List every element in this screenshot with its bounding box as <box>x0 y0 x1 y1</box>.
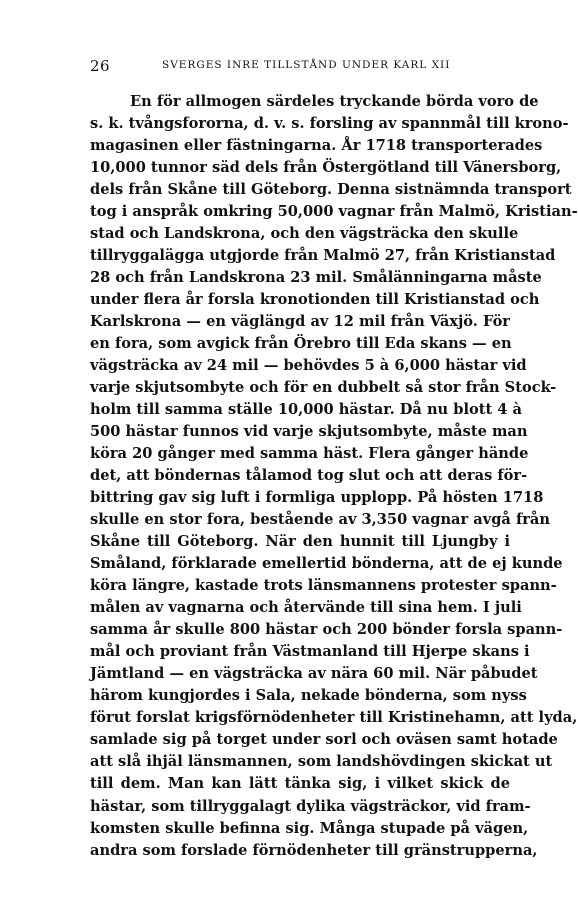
text-line: till dem. Man kan lätt tänka sig, i vilket skick de <box>90 775 510 793</box>
text-line: magasinen eller fästningarna. År 1718 transporterades <box>90 137 543 155</box>
text-line: målen av vagnarna och återvände till sina hem. I juli <box>90 599 522 617</box>
text-line: en fora, som avgick från Örebro till Eda skans — en <box>90 335 512 353</box>
text-line: Skåne till Göteborg. När den hunnit till Ljungby i <box>90 533 510 551</box>
text-line: Jämtland — en vägsträcka av nära 60 mil. När påbudet <box>90 665 538 683</box>
text-line: köra längre, kastade trots länsmannens protester spann- <box>90 577 557 595</box>
body-paragraph <box>90 91 578 862</box>
text-line: varje skjutsombyte och för en dubbelt så stor från Stock- <box>90 379 557 397</box>
text-line: tillryggalägga utgjorde från Malmö 27, från Kristianstad <box>90 247 556 265</box>
text-line: dels från Skåne till Göteborg. Denna sistnämnda transport <box>90 181 572 199</box>
text-line: tog i anspråk omkring 50,000 vagnar från Malmö, Kristian- <box>90 203 578 221</box>
text-line: 500 hästar funnos vid varje skjutsombyte, måste man <box>90 423 528 441</box>
text-line: köra 20 gånger med samma häst. Flera gånger hände <box>90 445 529 463</box>
text-line: Karlskrona — en väglängd av 12 mil från Växjö. För <box>90 313 510 331</box>
text-line: samlade sig på torget under sorl och oväsen samt hotade <box>90 731 558 749</box>
text-line: 10,000 tunnor säd dels från Östergötland till Vänersborg, <box>90 159 562 177</box>
text-line: det, att böndernas tålamod tog slut och att deras för- <box>90 467 528 485</box>
text-line: En för allmogen särdeles tryckande börda voro de <box>130 93 539 110</box>
text-line: s. k. tvångsfororna, d. v. s. forsling av spannmål till krono- <box>90 115 569 133</box>
text-line: vägsträcka av 24 mil — behövdes 5 à 6,000 hästar vid <box>90 357 527 375</box>
text-line: Småland, förklarade emellertid bönderna, att de ej kunde <box>90 555 563 573</box>
text-line: hästar, som tillryggalagt dylika vägsträckor, vid fram- <box>90 797 531 815</box>
page-number: 26 <box>90 57 111 75</box>
text-line: förut forslat krigsförnödenheter till Kristinehamn, att lyda, <box>90 709 578 727</box>
text-line: härom kungjordes i Sala, nekade bönderna, som nyss <box>90 687 527 705</box>
text-line: andra som forslade förnödenheter till gränstrupperna, <box>90 841 538 859</box>
text-line: 28 och från Landskrona 23 mil. Smålänningarna måste <box>90 269 542 287</box>
text-line: mål och proviant från Västmanland till Hjerpe skans i <box>90 643 530 661</box>
text-line: holm till samma ställe 10,000 hästar. Då nu blott 4 à <box>90 401 522 419</box>
text-line: samma år skulle 800 hästar och 200 bönder forsla spann- <box>90 621 563 639</box>
running-head: SVERGES INRE TILLSTÅND UNDER KARL XII <box>162 59 451 71</box>
text-line: stad och Landskrona, och den vägsträcka den skulle <box>90 225 519 243</box>
text-line: bittring gav sig luft i formliga upplopp. På hösten 1718 <box>90 489 544 507</box>
text-line: att slå ihjäl länsmannen, som landshövdingen skickat ut <box>90 753 553 771</box>
text-line: under flera år forsla kronotionden till Kristianstad och <box>90 291 540 309</box>
text-line: komsten skulle befinna sig. Många stupade på vägen, <box>90 819 529 837</box>
page-header <box>90 57 510 77</box>
text-line: skulle en stor fora, bestående av 3,350 vagnar avgå från <box>90 511 550 529</box>
